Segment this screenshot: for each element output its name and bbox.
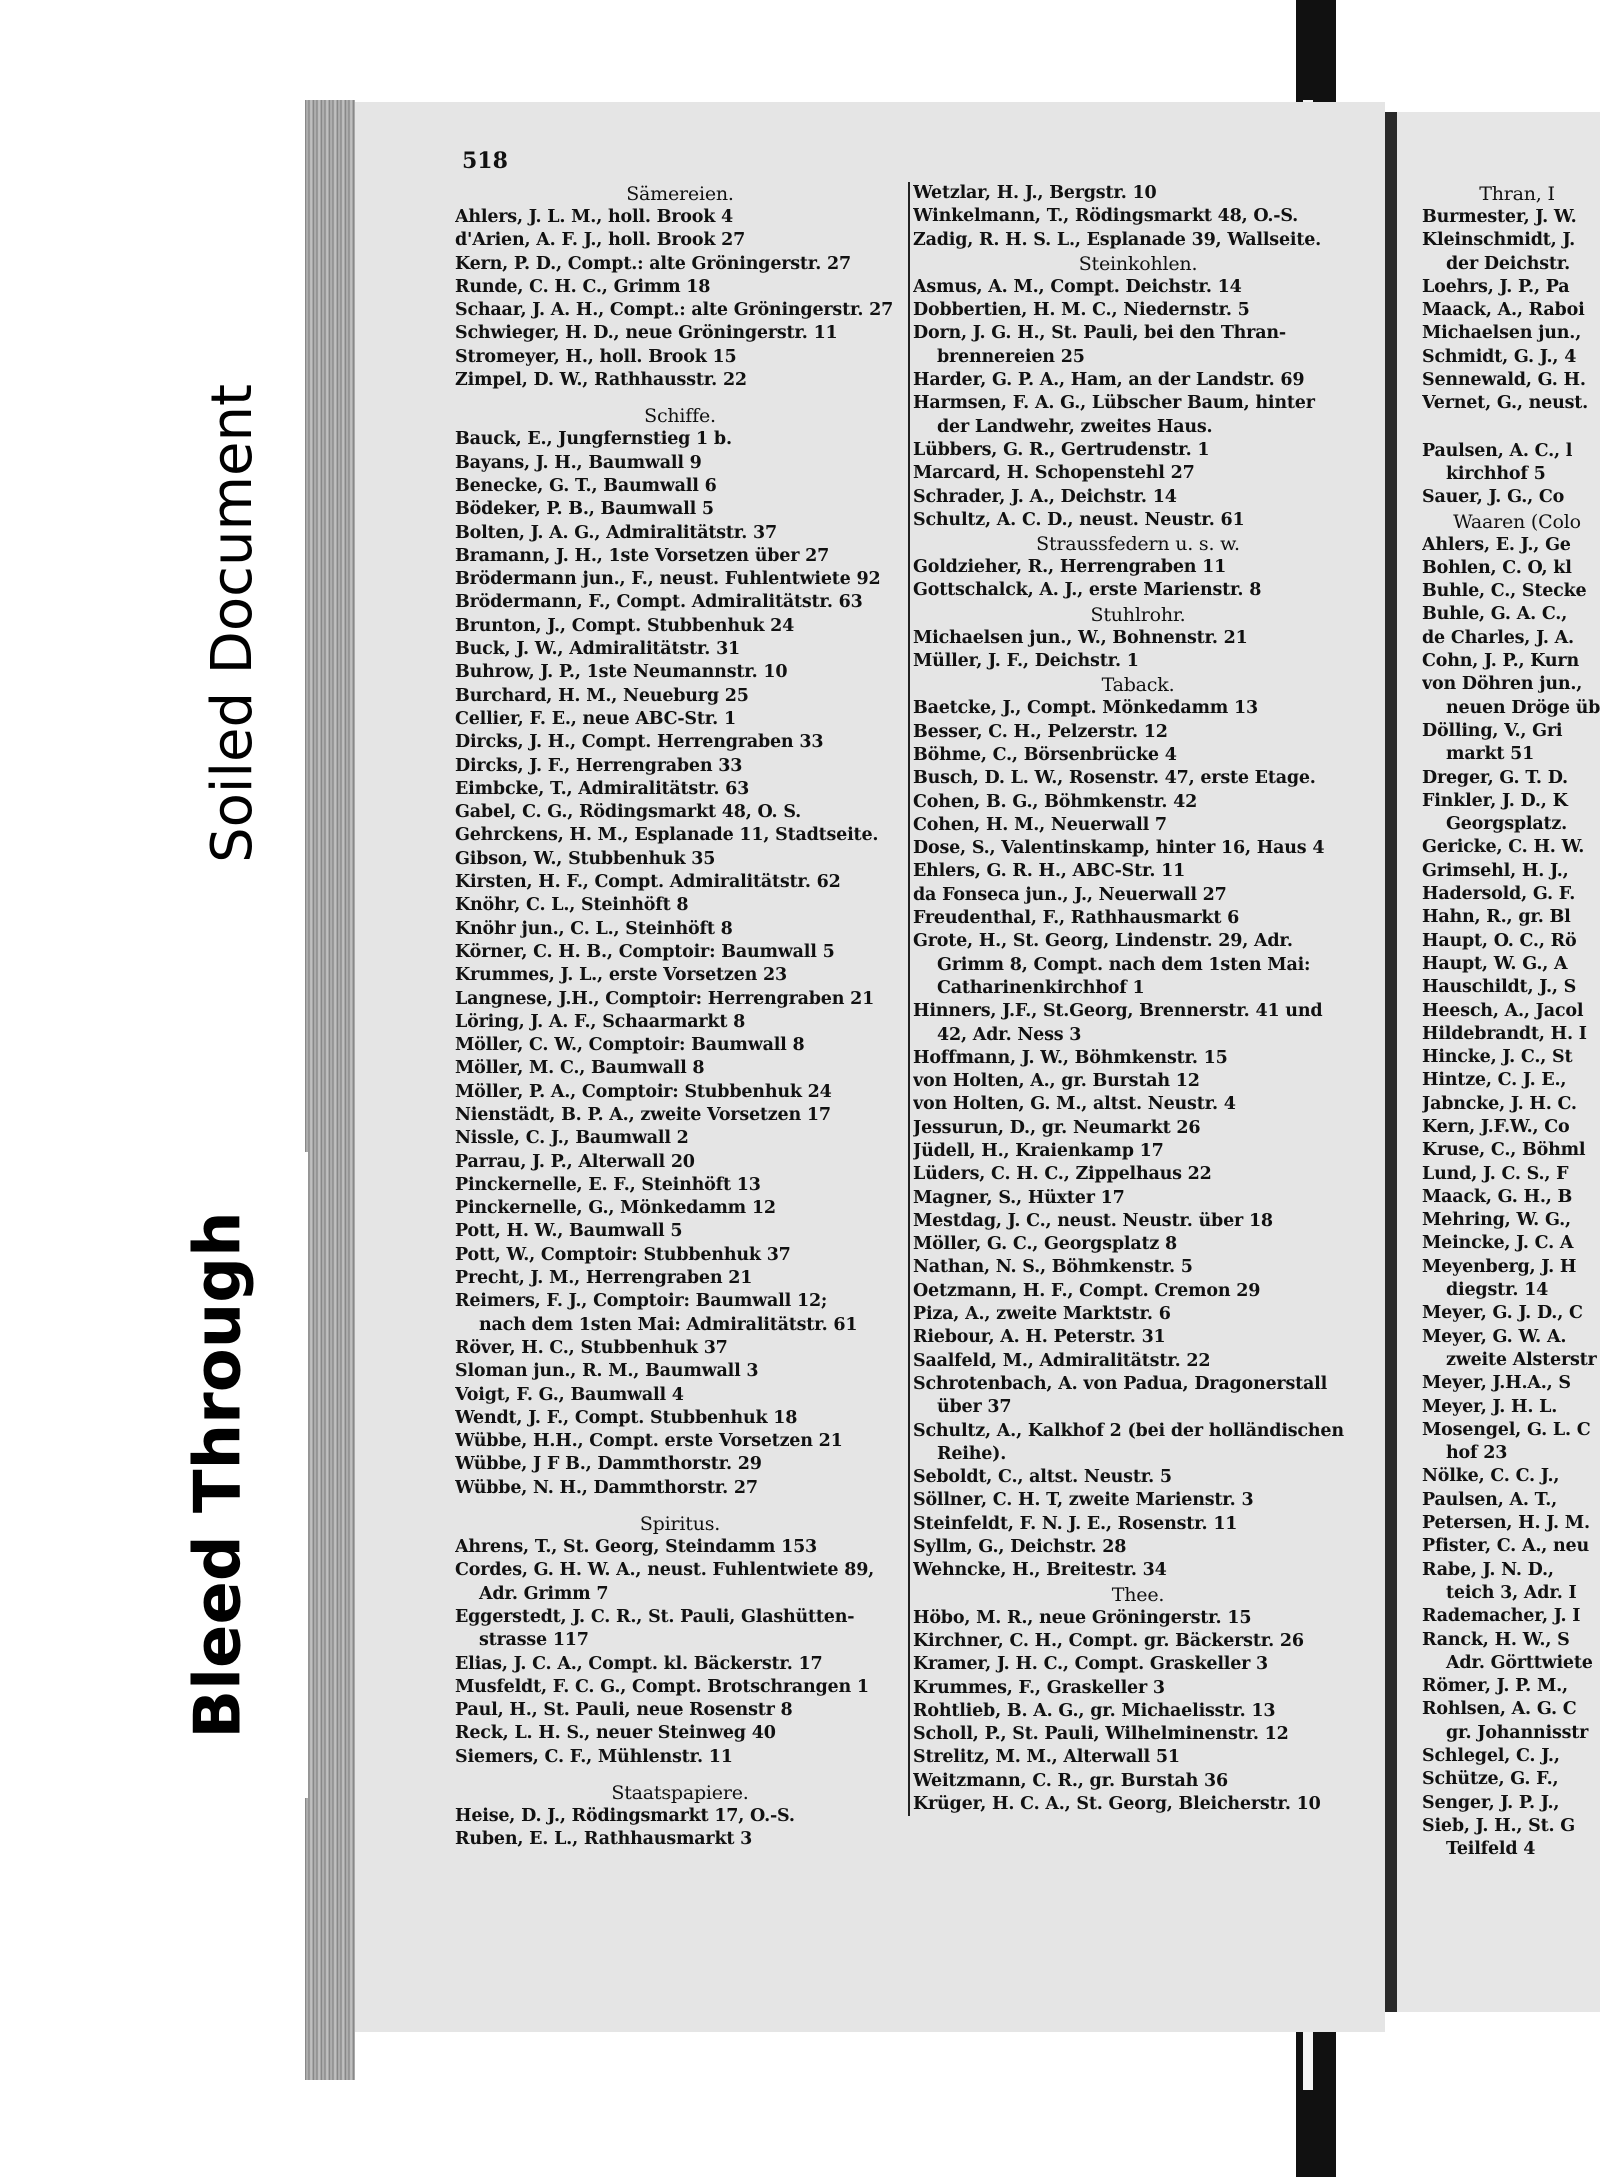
directory-entry: Burchard, H. M., Neueburg 25 xyxy=(455,685,749,706)
directory-entry: da Fonseca jun., J., Neuerwall 27 xyxy=(913,884,1227,905)
directory-entry: Hauschildt, J., S xyxy=(1422,977,1577,998)
directory-entry: Pott, H. W., Baumwall 5 xyxy=(455,1221,683,1242)
directory-entry: Schütze, G. F., xyxy=(1422,1769,1559,1790)
directory-entry: Gottschalck, A. J., erste Marienstr. 8 xyxy=(913,580,1262,601)
directory-entry: Kirsten, H. F., Compt. Admiralitätstr. 62 xyxy=(455,872,841,893)
directory-entry: Lüders, C. H. C., Zippelhaus 22 xyxy=(913,1164,1212,1185)
directory-entry: Bödeker, P. B., Baumwall 5 xyxy=(455,499,714,520)
directory-entry: Wübbe, J F B., Dammthorstr. 29 xyxy=(455,1454,762,1475)
section-heading: Waaren (Colo xyxy=(1453,510,1581,533)
directory-entry: Burmester, J. W. xyxy=(1422,207,1577,227)
directory-entry: Kruse, C., Böhml xyxy=(1422,1140,1586,1161)
entry-continuation: Reihe). xyxy=(937,1443,1007,1464)
directory-entry: Körner, C. H. B., Comptoir: Baumwall 5 xyxy=(455,941,835,962)
directory-entry: Bayans, J. H., Baumwall 9 xyxy=(455,452,702,473)
entry-continuation: Georgsplatz. xyxy=(1446,814,1567,835)
entry-continuation: über 37 xyxy=(937,1397,1012,1418)
directory-entry: Reimers, F. J., Comptoir: Baumwall 12; xyxy=(455,1291,828,1312)
directory-entry: Steinfeldt, F. N. J. E., Rosenstr. 11 xyxy=(913,1513,1238,1534)
directory-entry: Musfeldt, F. C. G., Compt. Brotschrangen 1 xyxy=(455,1676,869,1697)
directory-entry: Schrotenbach, A. von Padua, Dragonerstall xyxy=(913,1373,1328,1394)
directory-entry: Heesch, A., Jacol xyxy=(1422,1000,1584,1021)
directory-entry: Pinckernelle, G., Mönkedamm 12 xyxy=(455,1198,776,1219)
directory-entry: Kleinschmidt, J. xyxy=(1422,230,1576,251)
directory-entry: Röver, H. C., Stubbenhuk 37 xyxy=(455,1337,728,1358)
directory-entry: Ruben, E. L., Rathhausmarkt 3 xyxy=(455,1829,753,1850)
directory-entry: Schwieger, H. D., neue Gröningerstr. 11 xyxy=(455,323,838,344)
directory-entry: Kern, J.F.W., Co xyxy=(1422,1116,1570,1137)
directory-entry: Seboldt, C., altst. Neustr. 5 xyxy=(913,1467,1172,1488)
directory-entry: Runde, C. H. C., Grimm 18 xyxy=(455,276,711,297)
directory-entry: Nathan, N. S., Böhmkenstr. 5 xyxy=(913,1257,1193,1278)
directory-entry: Bohlen, C. O, kl xyxy=(1422,557,1572,578)
entry-continuation: Grimm 8, Compt. nach dem 1sten Mai: xyxy=(937,954,1311,975)
directory-entry: Rohtlieb, B. A. G., gr. Michaelisstr. 13 xyxy=(913,1700,1276,1721)
directory-entry: Busch, D. L. W., Rosenstr. 47, erste Etage. xyxy=(913,768,1316,789)
directory-entry: Magner, S., Hüxter 17 xyxy=(913,1187,1125,1208)
entry-continuation: 42, Adr. Ness 3 xyxy=(937,1024,1082,1045)
directory-entry: Cohen, H. M., Neuerwall 7 xyxy=(913,814,1167,835)
directory-entry: Eggerstedt, J. C. R., St. Pauli, Glashütten- xyxy=(455,1606,855,1627)
bleed-through-text: Bleed Through xyxy=(182,1211,256,1739)
directory-entry: Kramer, J. H. C., Compt. Graskeller 3 xyxy=(913,1654,1269,1675)
entry-continuation: teich 3, Adr. I xyxy=(1446,1582,1577,1603)
directory-entry: Nölke, C. C. J., xyxy=(1422,1466,1560,1487)
directory-entry: Lübbers, G. R., Gertrudenstr. 1 xyxy=(913,439,1210,460)
directory-entry: Besser, C. H., Pelzerstr. 12 xyxy=(913,721,1168,742)
directory-entry: Gericke, C. H. W. xyxy=(1422,837,1585,858)
directory-entry: Jabncke, J. H. C. xyxy=(1422,1093,1577,1114)
directory-entry: von Döhren jun., xyxy=(1422,674,1583,695)
book-page-edges xyxy=(305,100,355,2080)
directory-entry: Grimsehl, H. J., xyxy=(1422,860,1569,881)
directory-entry: Schmidt, G. J., 4 xyxy=(1422,346,1577,367)
directory-entry: Dölling, V., Gri xyxy=(1422,720,1563,741)
spacer xyxy=(455,1769,905,1781)
directory-entry: Harder, G. P. A., Ham, an der Landstr. 69 xyxy=(913,370,1305,391)
directory-entry: Stromeyer, H., holl. Brook 15 xyxy=(455,346,737,367)
directory-entry: Bauck, E., Jungfernstieg 1 b. xyxy=(455,429,732,450)
directory-entry: Sloman jun., R. M., Baumwall 3 xyxy=(455,1361,759,1382)
directory-entry: Paulsen, A. C., l xyxy=(1422,440,1573,461)
directory-entry: Haupt, O. C., Rö xyxy=(1422,930,1577,951)
directory-entry: Harmsen, F. A. G., Lübscher Baum, hinter xyxy=(913,393,1315,414)
directory-entry: Kirchner, C. H., Compt. gr. Bäckerstr. 26 xyxy=(913,1630,1304,1651)
directory-entry: Knöhr jun., C. L., Steinhöft 8 xyxy=(455,918,733,939)
entry-continuation: Adr. Grimm 7 xyxy=(479,1583,609,1604)
directory-entry: Möller, G. C., Georgsplatz 8 xyxy=(913,1234,1177,1255)
entry-continuation: strasse 117 xyxy=(479,1630,589,1651)
directory-entry: de Charles, J. A. xyxy=(1422,627,1574,648)
directory-entry: Elias, J. C. A., Compt. kl. Bäckerstr. 17 xyxy=(455,1653,823,1674)
directory-entry: Meyer, G. J. D., C xyxy=(1422,1303,1583,1324)
entry-continuation: gr. Johannisstr xyxy=(1446,1722,1589,1743)
entry-continuation: nach dem 1sten Mai: Admiralitätstr. 61 xyxy=(479,1314,858,1335)
directory-entry: Ahrens, T., St. Georg, Steindamm 153 xyxy=(455,1537,818,1558)
directory-entry: Mestdag, J. C., neust. Neustr. über 18 xyxy=(913,1210,1273,1231)
book-gutter xyxy=(1385,112,1397,2012)
section-heading: Staatspapiere. xyxy=(611,1782,749,1804)
directory-entry: Maack, G. H., B xyxy=(1422,1186,1573,1207)
directory-entry: Brödermann jun., F., neust. Fuhlentwiete 92 xyxy=(455,569,881,590)
directory-entry: Mosengel, G. L. C xyxy=(1422,1419,1591,1440)
directory-entry: Möller, C. W., Comptoir: Baumwall 8 xyxy=(455,1035,805,1056)
directory-entry: Asmus, A. M., Compt. Deichstr. 14 xyxy=(913,276,1242,297)
directory-entry: Wetzlar, H. J., Bergstr. 10 xyxy=(913,183,1157,203)
directory-entry: Loehrs, J. P., Pa xyxy=(1422,276,1570,297)
directory-entry: d'Arien, A. F. J., holl. Brook 27 xyxy=(455,230,746,251)
directory-entry: Cohen, B. G., Böhmkenstr. 42 xyxy=(913,791,1198,812)
directory-entry: Haupt, W. G., A xyxy=(1422,953,1568,974)
directory-entry: Wehncke, H., Breitestr. 34 xyxy=(913,1560,1167,1581)
entry-continuation: Adr. Görttwiete xyxy=(1446,1652,1593,1673)
entry-continuation: der Landwehr, zweites Haus. xyxy=(937,416,1213,437)
directory-entry: Rohlsen, A. G. C xyxy=(1422,1699,1577,1720)
directory-entry: Freudenthal, F., Rathhausmarkt 6 xyxy=(913,908,1240,929)
directory-entry: Buhle, G. A. C., xyxy=(1422,604,1568,625)
directory-entry: Möller, M. C., Baumwall 8 xyxy=(455,1058,705,1079)
directory-entry: Krüger, H. C. A., St. Georg, Bleicherstr. 10 xyxy=(913,1794,1321,1814)
directory-entry: Scholl, P., St. Pauli, Wilhelminenstr. 12 xyxy=(913,1724,1289,1745)
directory-entry: Senger, J. P. J., xyxy=(1422,1792,1560,1813)
directory-entry: Buck, J. W., Admiralitätstr. 31 xyxy=(455,639,741,660)
directory-entry: Saalfeld, M., Admiralitätstr. 22 xyxy=(913,1350,1211,1371)
directory-entry: Winkelmann, T., Rödingsmarkt 48, O.-S. xyxy=(913,206,1299,227)
directory-entry: Oetzmann, H. F., Compt. Cremon 29 xyxy=(913,1280,1261,1301)
directory-entry: Möller, P. A., Comptoir: Stubbenhuk 24 xyxy=(455,1081,832,1102)
bleed-through-label xyxy=(130,1152,308,1798)
directory-entry: Hincke, J. C., St xyxy=(1422,1047,1573,1068)
directory-entry: Buhrow, J. P., 1ste Neumannstr. 10 xyxy=(455,662,788,683)
directory-entry: Gehrckens, H. M., Esplanade 11, Stadtseite. xyxy=(455,825,879,846)
directory-entry: von Holten, A., gr. Burstah 12 xyxy=(913,1071,1200,1092)
directory-entry: Paulsen, A. T., xyxy=(1422,1489,1558,1510)
spacer xyxy=(1422,428,1600,440)
entry-continuation: Catharinenkirchhof 1 xyxy=(937,977,1145,998)
directory-entry: Dobbertien, H. M. C., Niedernstr. 5 xyxy=(913,300,1250,321)
directory-entry: Pinckernelle, E. F., Steinhöft 13 xyxy=(455,1174,761,1195)
entry-continuation: markt 51 xyxy=(1446,744,1535,765)
directory-entry: Gibson, W., Stubbenhuk 35 xyxy=(455,848,716,869)
directory-entry: Meyer, J. H. L. xyxy=(1422,1396,1558,1417)
section-heading: Thran, I xyxy=(1479,183,1555,205)
directory-entry: Böhme, C., Börsenbrücke 4 xyxy=(913,744,1177,765)
directory-entry: Cordes, G. H. W. A., neust. Fuhlentwiete 89, xyxy=(455,1560,875,1581)
directory-entry: Schlegel, C. J., xyxy=(1422,1746,1560,1766)
entry-continuation: zweite Alsterstr xyxy=(1446,1349,1597,1370)
directory-entry: Grote, H., St. Georg, Lindenstr. 29, Adr. xyxy=(913,931,1293,952)
directory-entry: Buhle, C., Stecke xyxy=(1422,581,1587,602)
directory-entry: Rademacher, J. I xyxy=(1422,1606,1581,1627)
entry-continuation: kirchhof 5 xyxy=(1446,463,1546,484)
directory-entry: Bramann, J. H., 1ste Vorsetzen über 27 xyxy=(455,545,830,566)
directory-entry: Hildebrandt, H. I xyxy=(1422,1023,1587,1044)
directory-entry: Schrader, J. A., Deichstr. 14 xyxy=(913,486,1177,507)
entry-continuation: brennereien 25 xyxy=(937,346,1085,367)
directory-entry: Heise, D. J., Rödingsmarkt 17, O.-S. xyxy=(455,1806,795,1826)
directory-entry: Baetcke, J., Compt. Mönkedamm 13 xyxy=(913,698,1258,719)
directory-entry: Bolten, J. A. G., Admiralitätstr. 37 xyxy=(455,522,777,543)
directory-entry: Dircks, J. F., Herrengraben 33 xyxy=(455,755,743,776)
directory-entry: Finkler, J. D., K xyxy=(1422,790,1568,811)
directory-entry: Nienstädt, B. P. A., zweite Vorsetzen 17 xyxy=(455,1104,831,1125)
directory-entry: Ehlers, G. R. H., ABC-Str. 11 xyxy=(913,861,1186,882)
directory-entry: Paul, H., St. Pauli, neue Rosenstr 8 xyxy=(455,1700,793,1721)
directory-entry: Schultz, A., Kalkhof 2 (bei der holländischen xyxy=(913,1420,1344,1441)
directory-entry: Jessurun, D., gr. Neumarkt 26 xyxy=(913,1117,1201,1138)
directory-entry: Dreger, G. T. D. xyxy=(1422,767,1568,788)
column-left xyxy=(455,182,905,1852)
directory-entry: Benecke, G. T., Baumwall 6 xyxy=(455,475,717,496)
directory-entry: Hoffmann, J. W., Böhmkenstr. 15 xyxy=(913,1047,1228,1068)
directory-entry: Römer, J. P. M., xyxy=(1422,1676,1568,1697)
directory-entry: Hintze, C. J. E., xyxy=(1422,1070,1567,1091)
directory-entry: Pott, W., Comptoir: Stubbenhuk 37 xyxy=(455,1244,791,1265)
directory-entry: Piza, A., zweite Marktstr. 6 xyxy=(913,1304,1171,1325)
entry-continuation: der Deichstr. xyxy=(1446,253,1571,274)
directory-entry: Krummes, F., Graskeller 3 xyxy=(913,1677,1165,1698)
column-middle xyxy=(908,182,1363,1816)
directory-entry: Krummes, J. L., erste Vorsetzen 23 xyxy=(455,965,787,986)
directory-entry: Ahlers, J. L. M., holl. Brook 4 xyxy=(455,207,734,227)
directory-entry: Löring, J. A. F., Schaarmarkt 8 xyxy=(455,1011,746,1032)
directory-entry: Meyenberg, J. H xyxy=(1422,1256,1577,1277)
directory-entry: Weitzmann, C. R., gr. Burstah 36 xyxy=(913,1770,1228,1791)
directory-entry: Wübbe, N. H., Dammthorstr. 27 xyxy=(455,1477,758,1498)
directory-entry: Zadig, R. H. S. L., Esplanade 39, Wallseite. xyxy=(913,229,1322,250)
section-heading: Taback. xyxy=(1101,674,1175,697)
directory-entry: Zimpel, D. W., Rathhausstr. 22 xyxy=(455,370,747,391)
directory-entry: Sennewald, G. H. xyxy=(1422,370,1586,391)
section-heading: Straussfedern u. s. w. xyxy=(1036,533,1240,556)
directory-entry: Petersen, H. J. M. xyxy=(1422,1513,1590,1534)
directory-entry: Parrau, J. P., Alterwall 20 xyxy=(455,1151,695,1172)
directory-entry: Sieb, J. H., St. G xyxy=(1422,1815,1576,1836)
directory-entry: Riebour, A. H. Peterstr. 31 xyxy=(913,1327,1166,1348)
directory-entry: Schultz, A. C. D., neust. Neustr. 61 xyxy=(913,509,1245,530)
directory-entry: Eimbcke, T., Admiralitätstr. 63 xyxy=(455,778,750,799)
directory-entry: Maack, A., Raboi xyxy=(1422,300,1585,321)
section-heading: Stuhlrohr. xyxy=(1090,603,1186,626)
soiled-document-text: Soiled Document xyxy=(199,383,265,863)
directory-entry: Voigt, F. G., Baumwall 4 xyxy=(455,1384,684,1405)
directory-entry: Reck, L. H. S., neuer Steinweg 40 xyxy=(455,1723,776,1744)
directory-entry: Strelitz, M. M., Alterwall 51 xyxy=(913,1747,1180,1768)
directory-entry: Schaar, J. A. H., Compt.: alte Gröningerstr. 27 xyxy=(455,300,894,321)
directory-entry: Rabe, J. N. D., xyxy=(1422,1559,1554,1580)
spacer xyxy=(1422,416,1600,428)
column-right-partial xyxy=(1422,182,1600,1861)
directory-entry: Goldzieher, R., Herrengraben 11 xyxy=(913,557,1227,578)
directory-entry: Müller, J. F., Deichstr. 1 xyxy=(913,651,1139,672)
directory-entry: Hahn, R., gr. Bl xyxy=(1422,907,1571,928)
directory-entry: Meincke, J. C. A xyxy=(1422,1233,1574,1254)
section-heading: Sämereien. xyxy=(626,183,734,205)
directory-entry: Dircks, J. H., Compt. Herrengraben 33 xyxy=(455,732,824,753)
directory-entry: Siemers, C. F., Mühlenstr. 11 xyxy=(455,1746,733,1767)
directory-entry: Kern, P. D., Compt.: alte Gröningerstr. 27 xyxy=(455,253,851,274)
entry-continuation: neuen Dröge üb xyxy=(1446,697,1600,718)
section-heading: Spiritus. xyxy=(639,1513,721,1536)
directory-entry: Brödermann, F., Compt. Admiralitätstr. 63 xyxy=(455,592,863,613)
directory-entry: Dose, S., Valentinskamp, hinter 16, Haus 4 xyxy=(913,838,1325,859)
directory-entry: Wübbe, H.H., Compt. erste Vorsetzen 21 xyxy=(455,1431,843,1452)
directory-entry: Hadersold, G. F. xyxy=(1422,884,1576,905)
directory-entry: Dorn, J. G. H., St. Pauli, bei den Thran- xyxy=(913,323,1286,344)
directory-entry: Meyer, G. W. A. xyxy=(1422,1326,1567,1347)
directory-entry: Ahlers, E. J., Ge xyxy=(1422,534,1571,555)
directory-entry: Syllm, G., Deichstr. 28 xyxy=(913,1537,1127,1558)
directory-entry: Lund, J. C. S., F xyxy=(1422,1163,1569,1184)
entry-continuation: diegstr. 14 xyxy=(1446,1280,1549,1301)
page-number: 518 xyxy=(462,148,508,174)
directory-entry: Marcard, H. Schopenstehl 27 xyxy=(913,463,1195,484)
directory-entry: Nissle, C. J., Baumwall 2 xyxy=(455,1128,689,1149)
directory-entry: Langnese, J.H., Comptoir: Herrengraben 21 xyxy=(455,988,875,1009)
directory-entry: Cellier, F. E., neue ABC-Str. 1 xyxy=(455,708,736,729)
directory-entry: Sauer, J. G., Co xyxy=(1422,487,1565,508)
directory-entry: Mehring, W. G., xyxy=(1422,1210,1571,1231)
directory-entry: Knöhr, C. L., Steinhöft 8 xyxy=(455,895,689,916)
directory-entry: Pfister, C. A., neu xyxy=(1422,1536,1589,1557)
directory-entry: Ranck, H. W., S xyxy=(1422,1629,1570,1650)
directory-entry: Michaelsen jun., xyxy=(1422,323,1582,344)
entry-continuation: hof 23 xyxy=(1446,1443,1508,1464)
directory-entry: Gabel, C. G., Rödingsmarkt 48, O. S. xyxy=(455,802,802,823)
section-heading: Thee. xyxy=(1111,1583,1165,1606)
directory-entry: Jüdell, H., Kraienkamp 17 xyxy=(913,1140,1164,1161)
section-heading: Steinkohlen. xyxy=(1078,252,1198,275)
soiled-document-label xyxy=(172,334,292,912)
directory-entry: Wendt, J. F., Compt. Stubbenhuk 18 xyxy=(455,1407,798,1428)
directory-entry: Cohn, J. P., Kurn xyxy=(1422,651,1579,672)
directory-entry: Hinners, J.F., St.Georg, Brennerstr. 41 und xyxy=(913,1001,1323,1022)
directory-entry: von Holten, G. M., altst. Neustr. 4 xyxy=(913,1094,1236,1115)
directory-entry: Meyer, J.H.A., S xyxy=(1422,1373,1571,1394)
entry-continuation: Teilfeld 4 xyxy=(1446,1839,1536,1860)
directory-entry: Söllner, C. H. T, zweite Marienstr. 3 xyxy=(913,1490,1254,1511)
directory-entry: Brunton, J., Compt. Stubbenhuk 24 xyxy=(455,615,795,636)
directory-entry: Precht, J. M., Herrengraben 21 xyxy=(455,1268,753,1289)
directory-entry: Vernet, G., neust. xyxy=(1422,393,1589,414)
directory-entry: Höbo, M. R., neue Gröningerstr. 15 xyxy=(913,1607,1252,1628)
spacer xyxy=(455,1500,905,1512)
spacer xyxy=(455,392,905,404)
directory-entry: Michaelsen jun., W., Bohnenstr. 21 xyxy=(913,627,1248,648)
section-heading: Schiffe. xyxy=(644,405,716,428)
